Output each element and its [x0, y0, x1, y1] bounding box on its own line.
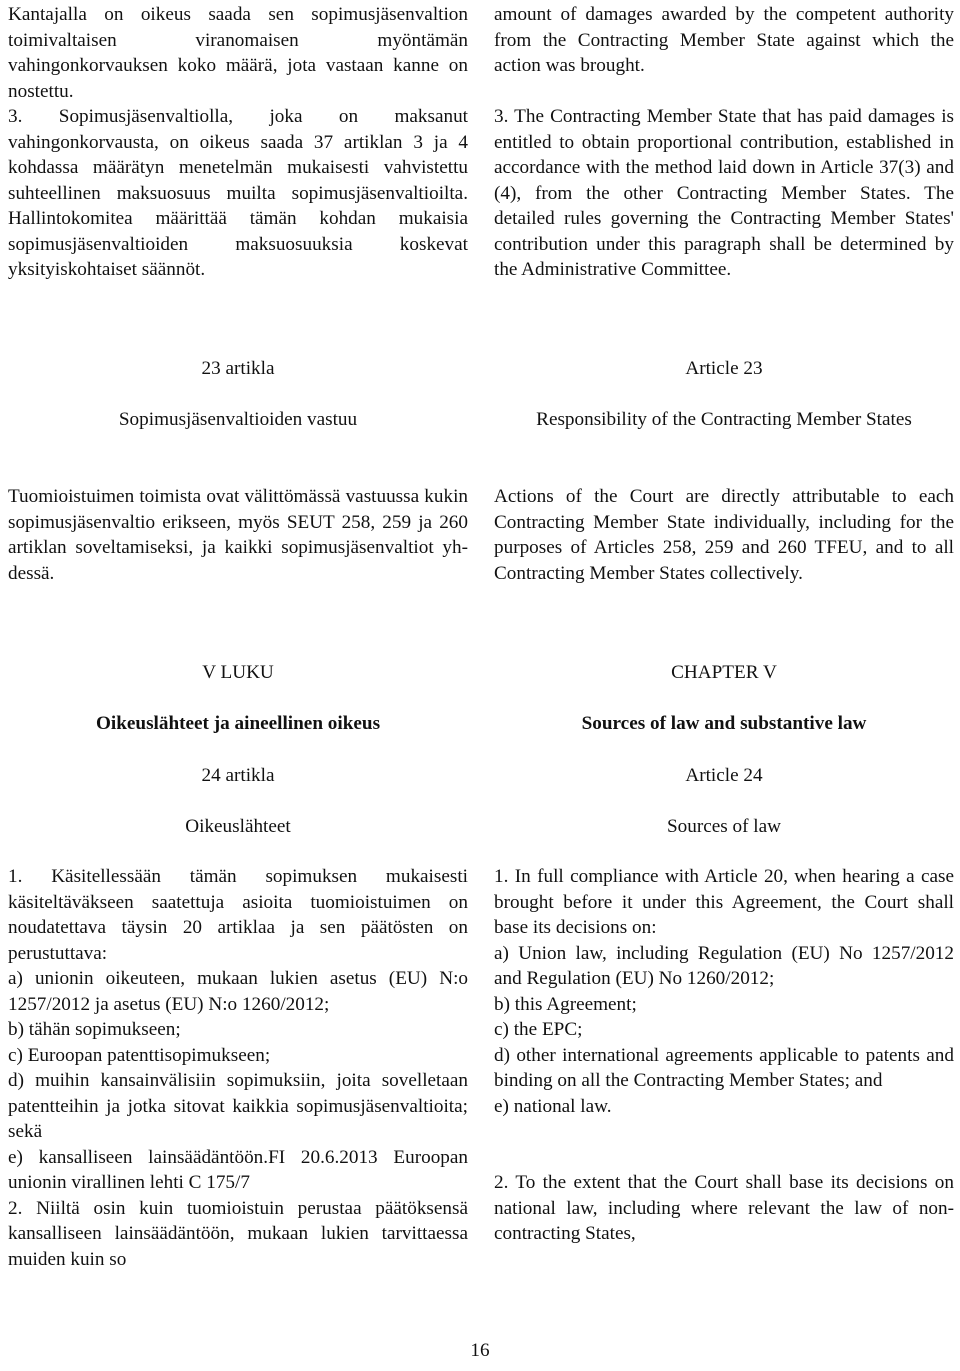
fi-chapter-heading: V LUKU — [202, 662, 274, 683]
fi-paragraph-3: 3. Sopimusjäsenvaltiolla, joka on maksanut vahingonkorvausta, on oikeus saada 37 artiklan 3 ja 4 kohdassa määrätyn menetelmän mukaisesti vahvistettu suhteellinen maksuosuus muilta sopimusjäsenvaltioilta. Hallintokomitea määrittää tämän kohdan mukaisia sopimusjäsenvaltioiden maksuosuuksia koskevat yksityiskohtaiset säännöt. — [8, 106, 468, 280]
en-article-23-number: Article 23 — [685, 358, 763, 379]
fi-list-item-d: d) muihin kansainvälisiin sopimuksiin, joita sovelletaan patentteihin ja jotka sitovat kaikkia sopimusjäsenvaltioita; sekä — [8, 1070, 468, 1142]
fi-list-item-e: e) kansalliseen lainsäädäntöön.FI 20.6.2013 Euroopan unionin virallinen lehti C 175/7 — [8, 1146, 468, 1193]
en-article-24-number: Article 24 — [685, 765, 763, 786]
fi-chapter-title: Oikeuslähteet ja aineellinen oikeus — [95, 713, 381, 734]
fi-article-24-title: Oikeuslähteet — [185, 816, 291, 837]
fi-article-24-paragraph-2: 2. Niiltä osin kuin tuomioistuin perustaa päätöksensä kansalliseen lainsäädäntöön, mukaan lukien tarvittaessa muiden kuin so — [8, 1197, 468, 1270]
en-article-23-text: Actions of the Court are directly attributable to each Contracting Member State individually, including for the purposes of Articles 258, 259 and 260 TFEU, and to all Contracting Member States collectively. — [494, 486, 954, 584]
fi-article-23-title: Sopimusjäsenvaltioiden vastuu — [118, 409, 358, 430]
en-paragraph-damages: amount of damages awarded by the competent authority from the Contracting Member State against which the action was brought. — [494, 4, 954, 76]
fi-article-23-text: Tuomioistuimen toimista ovat välittömässä vastuussa kukin sopimusjäsenvaltio erikseen, myös SEUT 258, 259 ja 260 artiklan soveltamiseksi, ja kaikki sopimusjäsenvaltiot yhdessä. — [8, 486, 468, 584]
fi-article-23-number: 23 artikla — [201, 358, 275, 379]
en-list-item-c: c) the EPC; — [494, 1019, 583, 1040]
fi-list-item-a: a) unionin oikeuteen, mukaan lukien asetus (EU) N:o 1257/2012 ja asetus (EU) N:o 1260/2012; — [8, 968, 468, 1015]
en-article-24-title: Sources of law — [666, 816, 782, 837]
en-article-24-paragraph-1: 1. In full compliance with Article 20, when hearing a case brought before it under this Agreement, the Court shall base its decisions on: — [494, 866, 954, 938]
en-list-item-d: d) other international agreements applicable to patents and binding on all the Contracting Member States; and — [494, 1044, 954, 1091]
en-paragraph-3: 3. The Contracting Member State that has paid damages is entitled to obtain proportional contribution, established in accordance with the method laid down in Article 37(3) and (4), from the other Contracting Member States. The detailed rules governing the Contracting Member States' contribution under this paragraph shall be determined by the Administrative Committee. — [494, 106, 954, 280]
en-article-24-list — [494, 864, 954, 1247]
fi-paragraph-damages: Kantajalla on oikeus saada sen sopimusjäsenvaltion toimivaltaisen viranomaisen myöntämän vahingonkorvauksen koko määrä, jota vastaan kanne on nostettu. — [8, 4, 468, 102]
en-chapter-title: Sources of law and substantive law — [581, 713, 867, 734]
fi-article-24-paragraph-1: 1. Käsitellessään tämän sopimuksen mukaisesti käsiteltäväkseen saatettuja asioita tuomioistuimen on noudatettava täysin 20 artiklaa ja sen päätösten on perustuttava: — [8, 866, 468, 964]
fi-article-24-list — [8, 864, 468, 1272]
fi-article-24-number: 24 artikla — [201, 765, 275, 786]
en-article-23-title: Responsibility of the Contracting Member States — [536, 409, 912, 430]
en-list-item-e: e) national law. — [494, 1095, 612, 1117]
en-article-24-paragraph-2: 2. To the extent that the Court shall base its decisions on national law, including where relevant the law of non-contracting States, — [494, 1172, 954, 1244]
en-list-item-a: a) Union law, including Regulation (EU) No 1257/2012 and Regulation (EU) No 1260/2012; — [494, 942, 954, 989]
en-chapter-heading: CHAPTER V — [671, 662, 777, 683]
page-number: 16 — [470, 1340, 490, 1361]
fi-list-item-c: c) Euroopan patenttisopimukseen; — [8, 1044, 271, 1066]
en-list-item-b: b) this Agreement; — [494, 993, 637, 1015]
fi-list-item-b: b) tähän sopimukseen; — [8, 1019, 181, 1040]
